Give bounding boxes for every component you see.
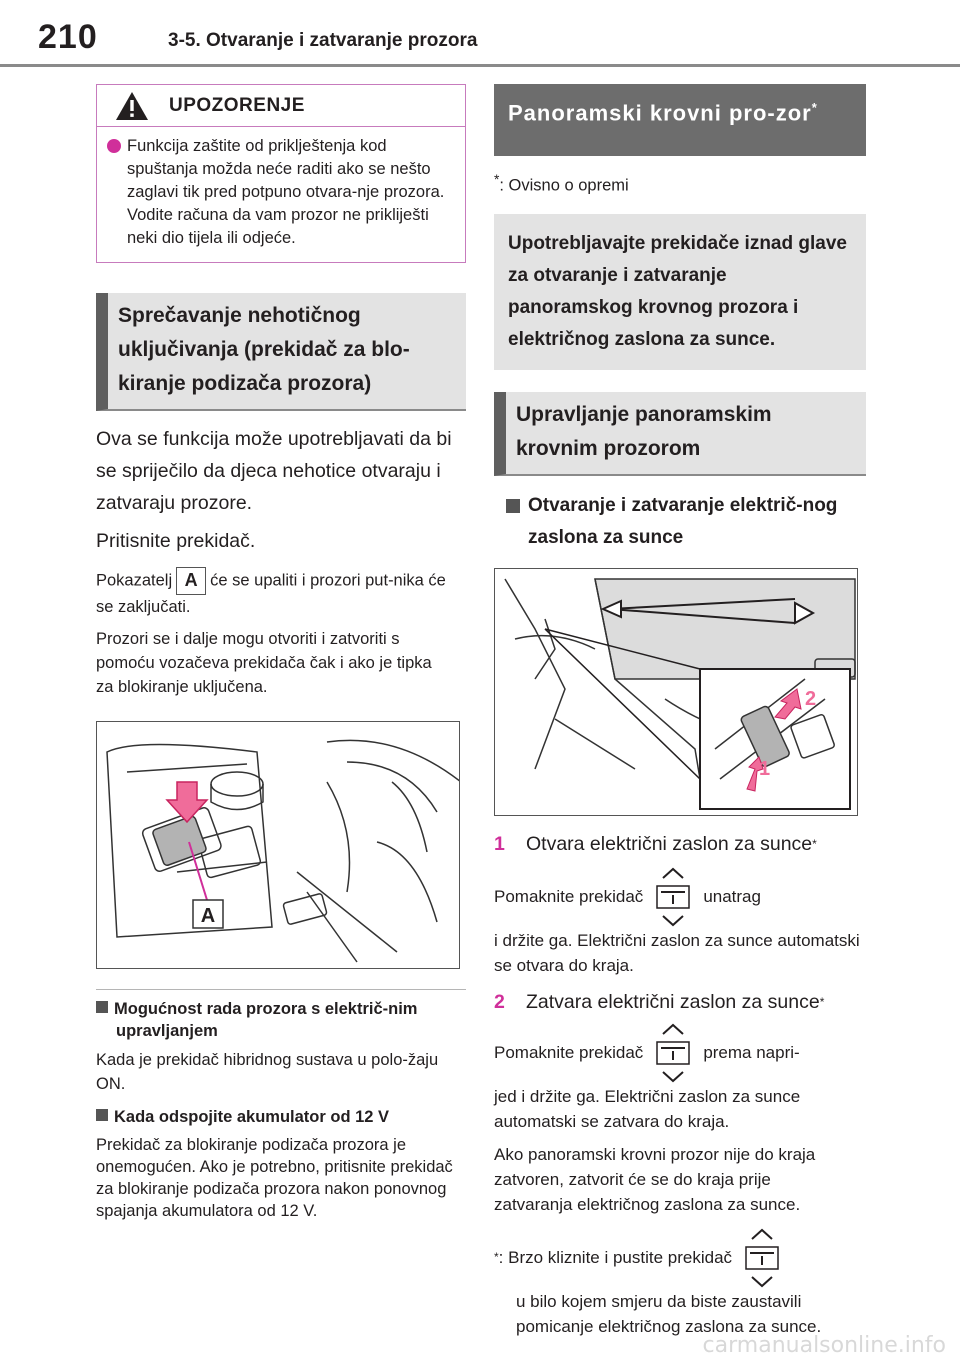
quick-slide-footnote: [494, 1227, 866, 1289]
step2-before: Pomaknite prekidač: [494, 1043, 644, 1062]
roof-item-title: [494, 490, 866, 554]
bullet-icon: [107, 139, 121, 153]
roof-footnote: [494, 168, 866, 198]
slide-switch-icon: [742, 1227, 782, 1289]
step1-mark: *: [812, 836, 817, 851]
warning-title: UPOZORENJE: [169, 95, 305, 116]
section-heading-lock: Sprečavanje nehotičnog uključivanja (prekidač za blo-kiranje podizača prozora): [96, 293, 466, 411]
indicator-key-a: A: [176, 567, 206, 595]
step2-title: [494, 988, 866, 1016]
square-bullet-icon: [96, 1109, 108, 1121]
lock-intro: Ova se funkcija može upotrebljavati da bi se spriječilo da djeca nehotice otvaraju i zatvaraju prozore.: [96, 428, 452, 514]
note2-title: [96, 1106, 466, 1128]
step2-after: prema napri-: [703, 1043, 800, 1062]
roof-intro-box: Upotrebljavajte prekidače iznad glave za otvaranje i zatvaranje panoramskog krovnog prozora i električnog zaslona za sunce.: [494, 214, 866, 370]
square-bullet-icon: [506, 499, 520, 513]
roof-footnote-mark: *: [494, 172, 500, 187]
figure-label-2: 2: [805, 687, 817, 710]
foot-before: : Brzo kliznite i pustite prekidač: [498, 1248, 733, 1267]
warning-icon: [115, 91, 149, 121]
step1-title-text: Otvara električni zaslon za sunce: [526, 832, 813, 855]
slide-switch-icon: [653, 1022, 693, 1084]
roof-heading-mark: *: [811, 100, 818, 115]
step1-before: Pomaknite prekidač: [494, 887, 644, 906]
indicator-after: će se upaliti i prozori put-nika će se zaključati.: [96, 571, 446, 616]
step1-text: i držite ga. Električni zaslon za sunce automatski se otvara do kraja.: [494, 930, 860, 975]
slide-switch-icon: [653, 866, 693, 928]
page-header: [0, 0, 960, 70]
indicator-before: Pokazatelj: [96, 571, 173, 590]
step1-number: 1: [494, 832, 505, 855]
step2-number: 2: [494, 990, 505, 1013]
section-heading-roof-control: Upravljanje panoramskim krovnim prozorom: [494, 392, 866, 476]
lock-instruction: Pritisnite prekidač.: [96, 530, 256, 552]
foot-after: u bilo kojem smjeru da biste zaustavili pomicanje električnog zaslona za sunce.: [516, 1291, 822, 1336]
note1-text: Kada je prekidač hibridnog sustava u polo-žaju ON.: [96, 1051, 439, 1093]
lock-note: Prozori se i dalje mogu otvoriti i zatvoriti s pomoću vozačeva prekidača čak i ako je tipka za blokiranje uključena.: [96, 630, 432, 696]
roof-item-title-text: Otvaranje i zatvaranje električ-nog zaslona za sunce: [528, 494, 838, 548]
page-number: 210: [38, 18, 98, 56]
figure-label-1: 1: [759, 757, 771, 780]
step1-after: unatrag: [703, 887, 761, 906]
step2-text: jed i držite ga. Električni zaslon za sunce automatski se zatvara do kraja.: [494, 1086, 801, 1131]
step1-title: [494, 830, 866, 858]
note2-title-text: Kada odspojite akumulator od 12 V: [114, 1108, 390, 1126]
section-heading-roof: [494, 84, 866, 156]
step1-instruction: [494, 866, 866, 928]
roof-heading-text: Panoramski krovni pro-zor: [508, 100, 812, 126]
right-column: [494, 84, 866, 1339]
warning-text: Funkcija zaštite od priklještenja kod spuštanja možda neće raditi ako se nešto zaglavi tik pred potpuno otvara-nje prozora. Vodite računa da vam prozor ne prikliješti neki dio tijela ili odjeće.: [127, 137, 445, 247]
note1-title: [96, 998, 466, 1042]
warning-header: [97, 85, 465, 127]
watermark: carmanualsonline.info: [702, 1333, 946, 1358]
door-panel-illustration: [97, 722, 460, 969]
foot-mark: *: [494, 1250, 499, 1264]
square-bullet-icon: [96, 1001, 108, 1013]
warning-box: [96, 84, 466, 263]
step2-instruction: [494, 1022, 866, 1084]
note1-title-text: Mogućnost rada prozora s električ-nim upravljanjem: [114, 1000, 418, 1040]
overhead-console-illustration: [495, 569, 858, 816]
step2-title-text: Zatvara električni zaslon za sunce: [526, 990, 820, 1013]
step2-mark: *: [819, 994, 825, 1009]
figure-label-a: A: [200, 905, 216, 927]
header-rule: [0, 64, 960, 67]
note2-text: Prekidač za blokiranje podizača prozora je onemogućen. Ako je potrebno, pritisnite prekidač za blokiranje podizača prozora nakon ponovnog spajanja akumulatora od 12 V.: [96, 1136, 453, 1220]
warning-body: [97, 127, 465, 262]
chapter-title: 3-5. Otvaranje i zatvaranje prozora: [168, 30, 478, 51]
step2-note: Ako panoramski krovni prozor nije do kraja zatvoren, zatvorit će se do kraja prije zatvaranja električnog zaslona za sunce.: [494, 1144, 816, 1214]
left-column: [96, 84, 466, 1222]
sunshade-figure: [494, 568, 858, 816]
roof-footnote-text: : Ovisno o opremi: [499, 176, 629, 195]
notes-divider: [96, 989, 466, 990]
indicator-text: [96, 567, 456, 619]
lock-switch-figure: [96, 721, 460, 969]
